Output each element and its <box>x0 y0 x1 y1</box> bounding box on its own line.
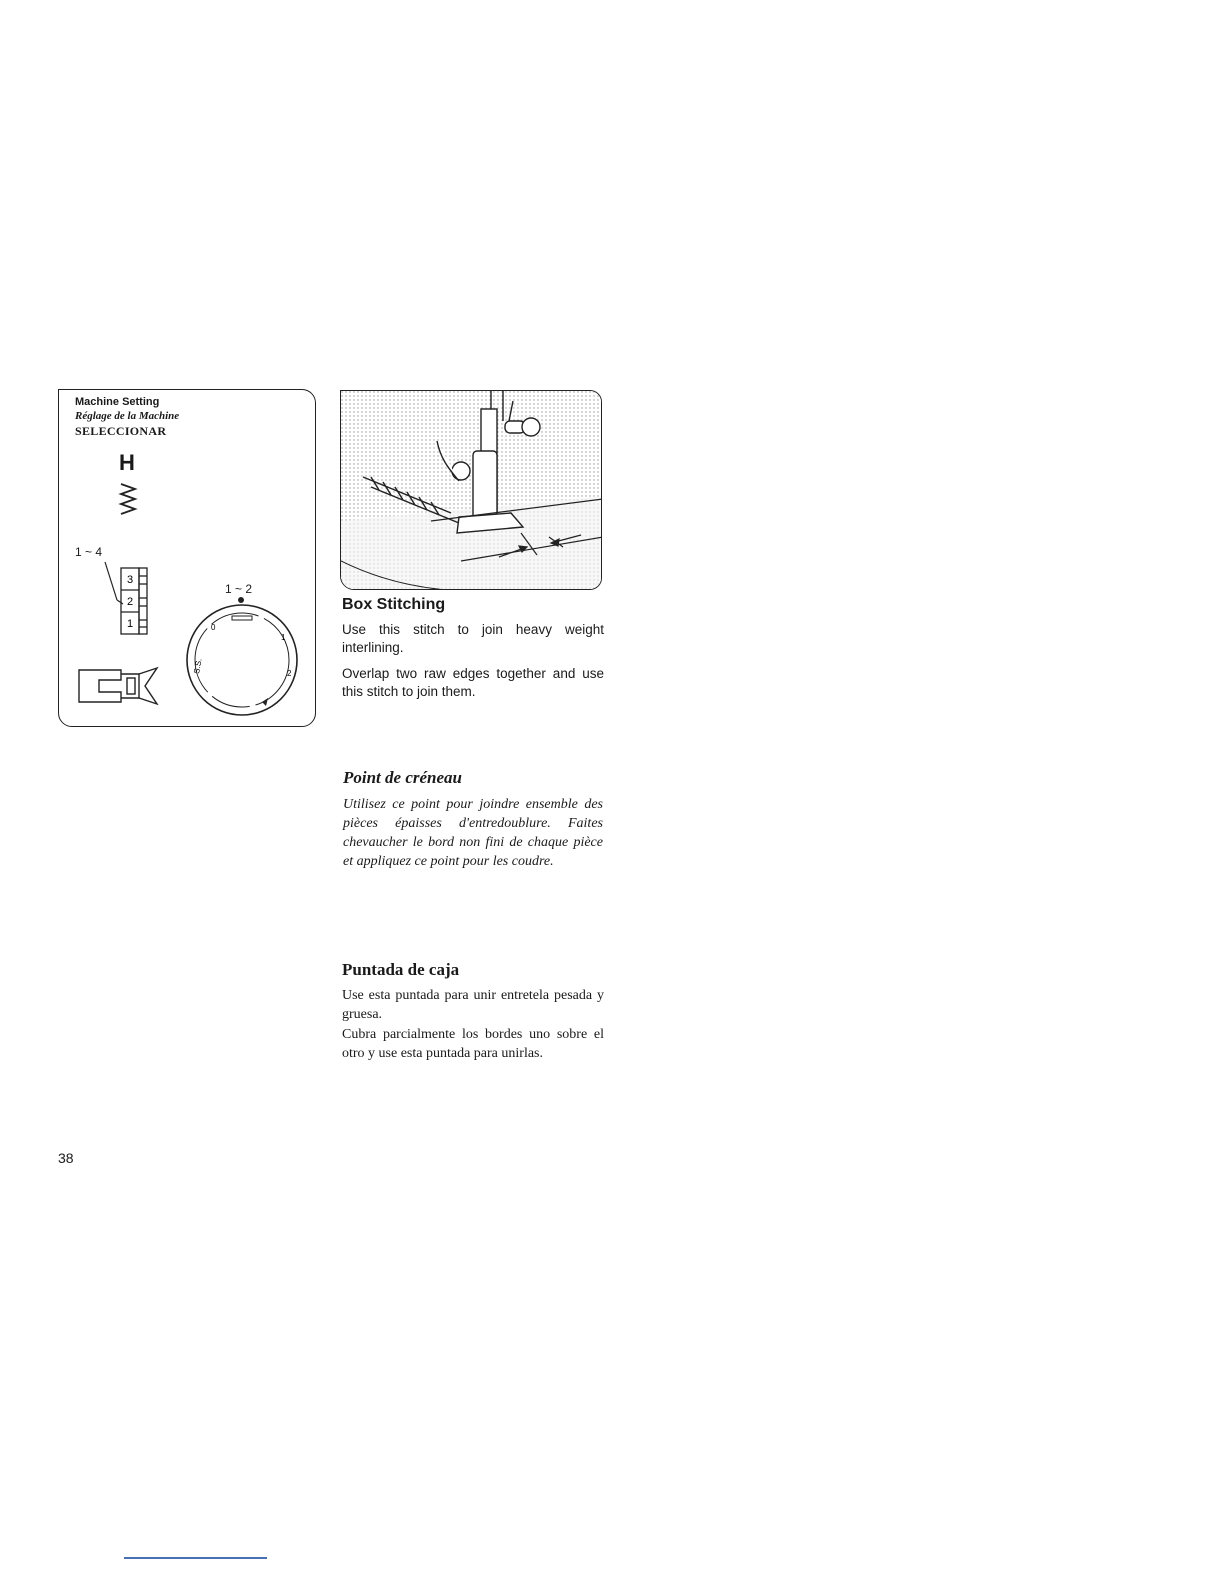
svg-text:1: 1 <box>281 633 286 642</box>
stitch-letter: H <box>119 450 135 475</box>
stitch-length-dial-icon <box>187 597 297 715</box>
svg-text:0: 0 <box>211 623 216 632</box>
svg-text:2: 2 <box>287 669 292 678</box>
machine-setting-title-fr: Réglage de la Machine <box>75 410 180 422</box>
body-english-1: Use this stitch to join heavy weight interlining. <box>342 622 604 655</box>
body-french: Utilisez ce point pour joindre ensemble des pièces épaisses d'entredoublure. Faites chevaucher le bord non fini de chaque pièce et appliquez ce point pour les coudre. <box>343 797 603 869</box>
section-title-english: Box Stitching <box>342 596 446 613</box>
svg-text:S.S.: S.S. <box>192 657 204 675</box>
stitch-width-scale-icon <box>121 568 147 634</box>
zigzag-stitch-icon <box>121 484 135 514</box>
page-number: 38 <box>58 1150 74 1166</box>
machine-setting-panel <box>58 389 316 727</box>
body-english-2: Overlap two raw edges together and use this stitch to join them. <box>342 666 604 699</box>
bottom-rule <box>124 1557 267 1559</box>
machine-setting-diagram <box>59 390 317 728</box>
section-title-french: Point de créneau <box>343 768 462 787</box>
body-spanish-2: Cubra parcialmente los bordes uno sobre el otro y use esta puntada para unirlas. <box>342 1027 604 1061</box>
scale-mark-3: 3 <box>126 574 134 586</box>
machine-setting-title-en: Machine Setting <box>75 396 160 408</box>
box-stitching-illustration <box>340 390 602 590</box>
presser-foot-icon <box>79 668 157 704</box>
body-spanish-1: Use esta puntada para unir entretela pesada y gruesa. <box>342 988 604 1022</box>
machine-setting-title-es: SELECCIONAR <box>75 424 167 438</box>
sewing-machine-foot-illustration <box>341 391 602 590</box>
scale-mark-1: 1 <box>126 618 134 630</box>
section-title-spanish: Puntada de caja <box>342 960 460 979</box>
stitch-length-range: 1 ~ 2 <box>225 582 253 596</box>
scale-mark-2: 2 <box>126 596 134 608</box>
pointer-line <box>105 562 117 600</box>
stitch-width-range: 1 ~ 4 <box>75 545 103 559</box>
